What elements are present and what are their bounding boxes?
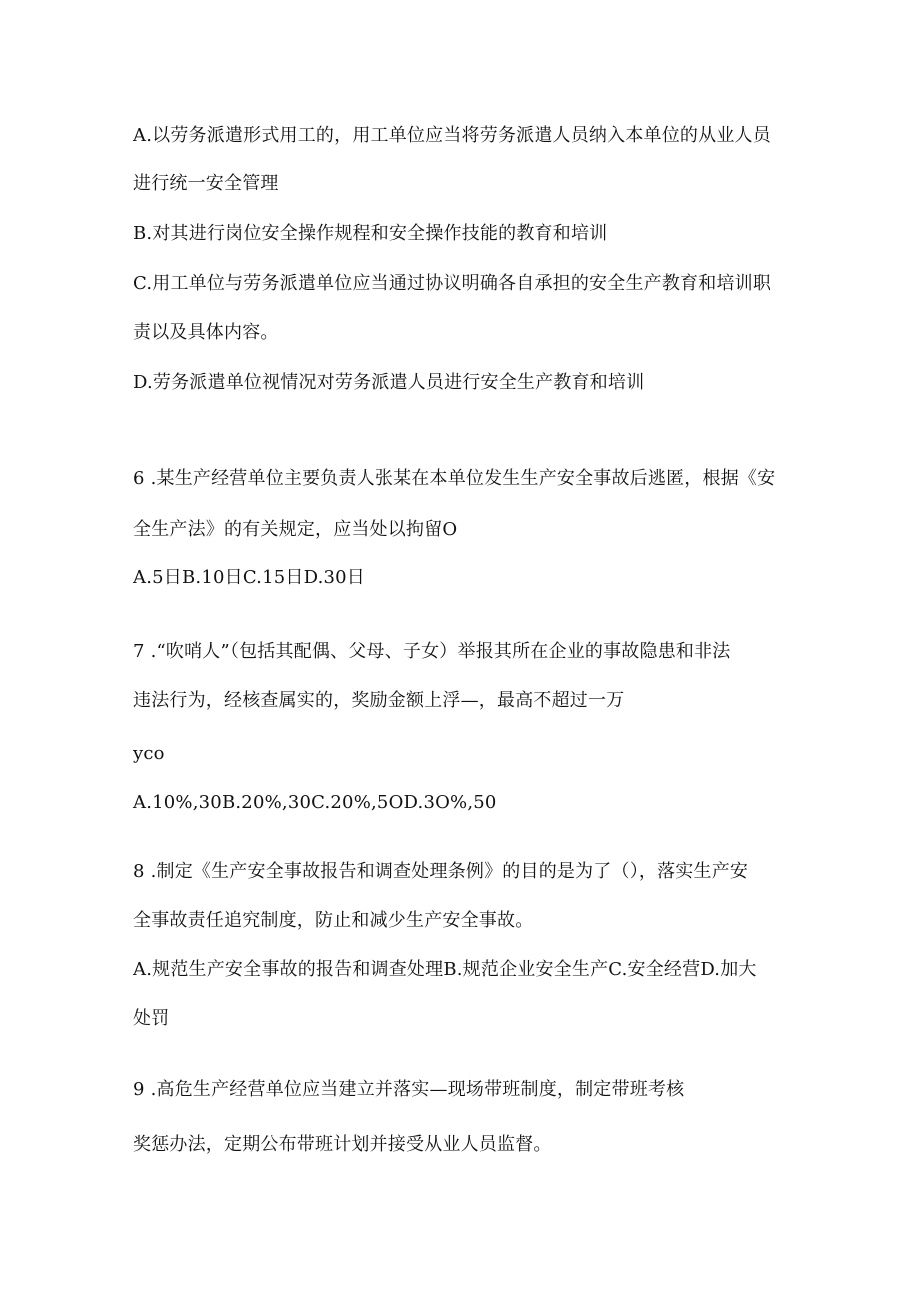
question-7-options: A.10%,30B.20%,30C.20%,5OD.3O%,50	[133, 792, 497, 813]
question-6-line-1: 6 .某生产经营单位主要负责人张某在本单位发生生产安全事故后逃匿，根据《安	[133, 468, 776, 489]
question-7-line-1: 7 .“吹哨人”（包括其配偶、父母、子女）举报其所在企业的事故隐患和非法	[133, 641, 731, 662]
option-d-line: D.劳务派遣单位视情况对劳务派遣人员进行安全生产教育和培训	[133, 372, 645, 393]
option-a-line-2: 进行统一安全管理	[133, 173, 279, 194]
question-7-line-3: yco	[133, 743, 165, 764]
option-c-line-1: C.用工单位与劳务派遣单位应当通过协议明确各自承担的安全生产教育和培训职	[133, 273, 772, 294]
question-9-line-2: 奖惩办法，定期公布带班计划并接受从业人员监督。	[133, 1134, 552, 1155]
question-8-options-line-2: 处罚	[133, 1008, 170, 1029]
question-9-line-1: 9 .高危生产经营单位应当建立并落实—现场带班制度，制定带班考核	[133, 1079, 685, 1100]
option-a-line-1: A.以劳务派遣形式用工的，用工单位应当将劳务派遣人员纳入本单位的从业人员	[133, 125, 771, 146]
question-8-line-1: 8 .制定《生产安全事故报告和调查处理条例》的目的是为了（），落实生产安	[133, 861, 749, 882]
question-7-line-2: 违法行为，经核查属实的，奖励金额上浮—，最高不超过一万	[133, 690, 625, 711]
question-6-line-2: 全生产法》的有关规定，应当处以拘留O	[133, 519, 458, 540]
question-6-options: A.5日B.10日C.15日D.30日	[133, 567, 365, 588]
question-8-options-line-1: A.规范生产安全事故的报告和调查处理B.规范企业安全生产C.安全经营D.加大	[133, 959, 757, 980]
question-8-line-2: 全事故责任追究制度，防止和减少生产安全事故。	[133, 910, 534, 931]
option-c-line-2: 责以及具体内容。	[133, 322, 279, 343]
option-b-line: B.对其进行岗位安全操作规程和安全操作技能的教育和培训	[133, 223, 608, 244]
